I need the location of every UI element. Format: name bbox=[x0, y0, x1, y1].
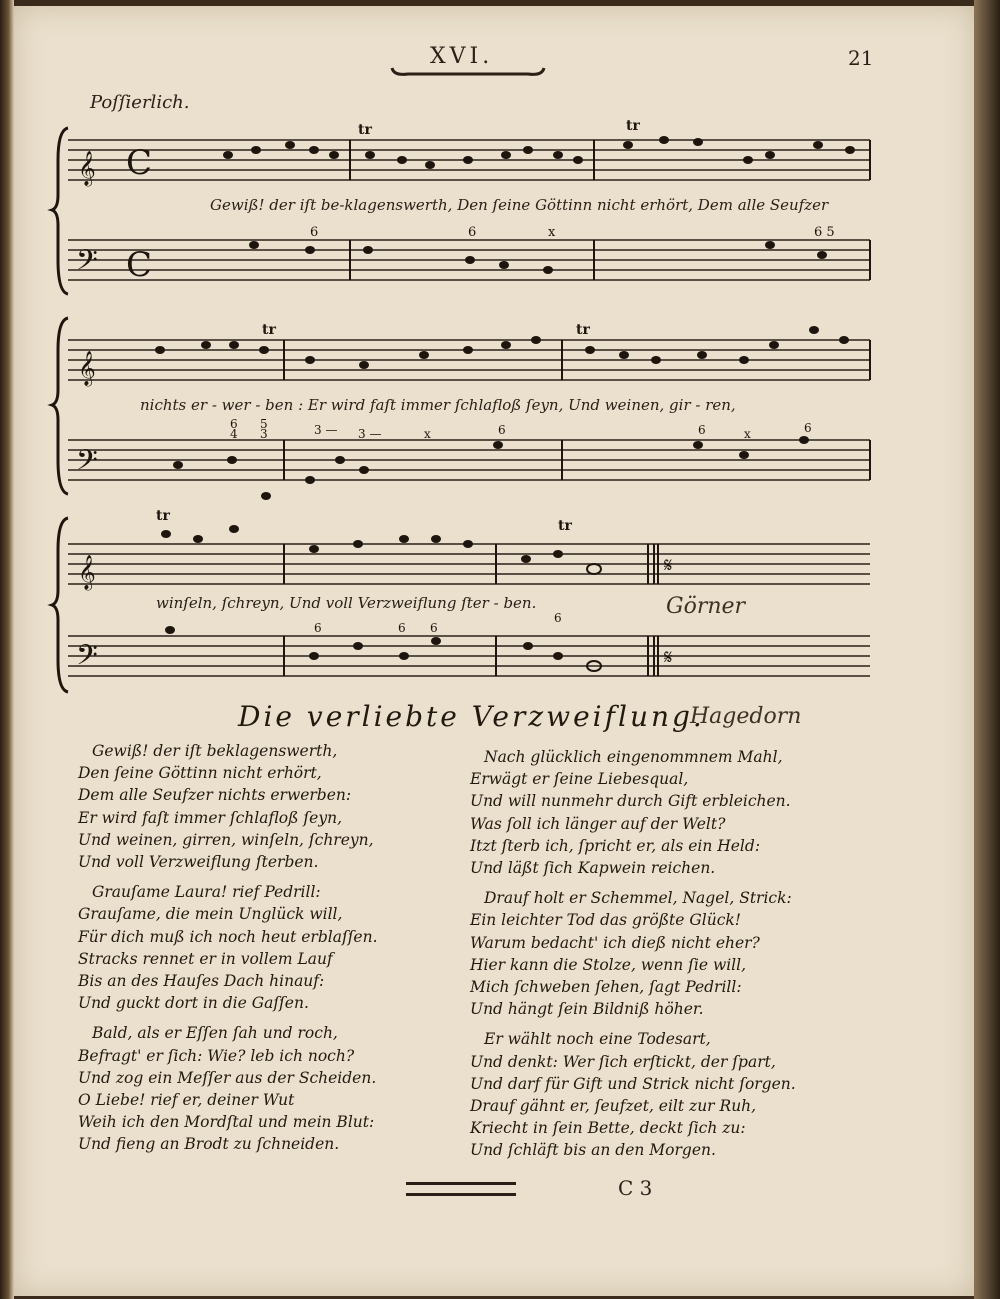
svg-text:𝄢: 𝄢 bbox=[76, 244, 98, 284]
svg-text:6: 6 bbox=[468, 225, 477, 240]
svg-text:6: 6 bbox=[804, 421, 812, 435]
music-system-1 bbox=[58, 120, 878, 300]
svg-text:C: C bbox=[126, 143, 153, 183]
signature-mark: C 3 bbox=[618, 1176, 653, 1200]
svg-text:tr: tr bbox=[156, 508, 170, 524]
poem-title: Die verliebte Verzweiflung. bbox=[238, 700, 705, 733]
book-binding-left bbox=[0, 0, 14, 1299]
svg-text:tr: tr bbox=[358, 122, 372, 138]
music-system-2 bbox=[58, 310, 878, 500]
system-1-lyrics: Gewiß! der iſt be-klagenswerth, Den ſeine Göttinn nicht erhört, Dem alle Seufzer bbox=[210, 196, 829, 214]
tempo-marking: Poſſierlich. bbox=[90, 92, 190, 113]
stanza: Gewiß! der iſt beklagenswerth, Den ſeine Göttinn nicht erhört, Dem alle Seufzer nichts erwerben: Er wird faſt immer ſchlafloß ſeyn, Und weinen, girren, winſeln, ſchreyn, Und voll Verzweiflung ſterben. bbox=[78, 742, 374, 872]
page-number: 21 bbox=[848, 46, 874, 70]
svg-text:𝄋: 𝄋 bbox=[664, 553, 673, 577]
stanza: Bald, als er Eſſen ſah und roch, Befragt' er ſich: Wie? leb ich noch? Und zog ein Meſſer aus der Scheiden. O Liebe! rief er, deiner Wut Weih ich den Mordſtal und mein Blut: Und fieng an Brodt zu ſchneiden. bbox=[78, 1024, 377, 1154]
svg-text:C: C bbox=[126, 245, 153, 285]
svg-text:tr: tr bbox=[626, 118, 640, 134]
svg-text:tr: tr bbox=[558, 518, 572, 534]
music-system-3 bbox=[58, 510, 878, 700]
svg-text:3 —: 3 — bbox=[314, 423, 338, 437]
svg-text:6: 6 bbox=[314, 621, 322, 635]
svg-text:6: 6 bbox=[554, 611, 562, 625]
svg-text:5: 5 bbox=[260, 417, 268, 431]
svg-text:6: 6 bbox=[498, 423, 506, 437]
svg-text:x: x bbox=[424, 427, 431, 441]
svg-text:x: x bbox=[744, 427, 751, 441]
svg-text:6: 6 bbox=[430, 621, 438, 635]
svg-text:𝄞: 𝄞 bbox=[78, 555, 96, 590]
stanza: Grauſame Laura! rief Pedrill: Grauſame, die mein Unglück will, Für dich muß ich noch heut erblaſſen. Stracks rennet er in vollem Lauf Bis an des Hauſes Dach hinauf: Und guckt dort in die Gaſſen. bbox=[78, 883, 378, 1013]
svg-text:𝄢: 𝄢 bbox=[76, 444, 98, 484]
svg-text:6 5: 6 5 bbox=[814, 225, 835, 240]
svg-text:𝄞: 𝄞 bbox=[78, 151, 96, 186]
svg-text:3: 3 bbox=[260, 427, 268, 441]
system-3-lyrics: winſeln, ſchreyn, Und voll Verzweiflung ſter - ben. bbox=[156, 594, 537, 612]
svg-text:6: 6 bbox=[310, 225, 319, 240]
svg-text:𝄞: 𝄞 bbox=[78, 351, 96, 386]
poem-right-column bbox=[470, 746, 796, 1170]
svg-text:x: x bbox=[548, 225, 556, 240]
header-ornament bbox=[388, 64, 548, 80]
footer-rule bbox=[406, 1182, 516, 1196]
svg-text:tr: tr bbox=[576, 322, 590, 338]
svg-text:tr: tr bbox=[262, 322, 276, 338]
svg-text:6: 6 bbox=[398, 621, 406, 635]
poem-left-column bbox=[78, 740, 378, 1164]
stanza: Nach glücklich eingenommnem Mahl, Erwägt er ſeine Liebesqual, Und will nunmehr durch Gift erbleichen. Was ſoll ich länger auf der Welt? Itzt ſterb ich, ſpricht er, als ein Held: Und läßt ſich Kapwein reichen. bbox=[470, 748, 791, 878]
composer-handwritten-note: Görner bbox=[666, 594, 746, 619]
svg-text:𝄋: 𝄋 bbox=[664, 645, 673, 669]
book-binding-right bbox=[974, 0, 1000, 1299]
system-2-lyrics: nichts er - wer - ben : Er wird faſt immer ſchlafloß ſeyn, Und weinen, gir - ren, bbox=[140, 396, 736, 414]
song-number: XVI. bbox=[430, 44, 494, 69]
stanza: Drauf holt er Schemmel, Nagel, Strick: Ein leichter Tod das größte Glück! Warum bedacht' ich dieß nicht eher? Hier kann die Stolze, wenn ſie will, Mich ſchweben ſehen, ſagt Pedrill: Und hängt ſein Bildniß höher. bbox=[470, 889, 792, 1019]
stanza: Er wählt noch eine Todesart, Und denkt: Wer ſich erſtickt, der ſpart, Und darf für Gift und Strick nicht ſorgen. Drauf gähnt er, ſeufzet, eilt zur Ruh, Kriecht in ſein Bette, deckt ſich zu: Und ſchläft bis an den Morgen. bbox=[470, 1030, 796, 1160]
author-handwritten-note: Hagedorn bbox=[690, 704, 802, 729]
svg-text:3 —: 3 — bbox=[358, 427, 382, 441]
svg-text:6: 6 bbox=[230, 417, 238, 431]
svg-text:6: 6 bbox=[698, 423, 706, 437]
svg-text:4: 4 bbox=[230, 427, 238, 441]
svg-text:𝄢: 𝄢 bbox=[76, 639, 98, 679]
